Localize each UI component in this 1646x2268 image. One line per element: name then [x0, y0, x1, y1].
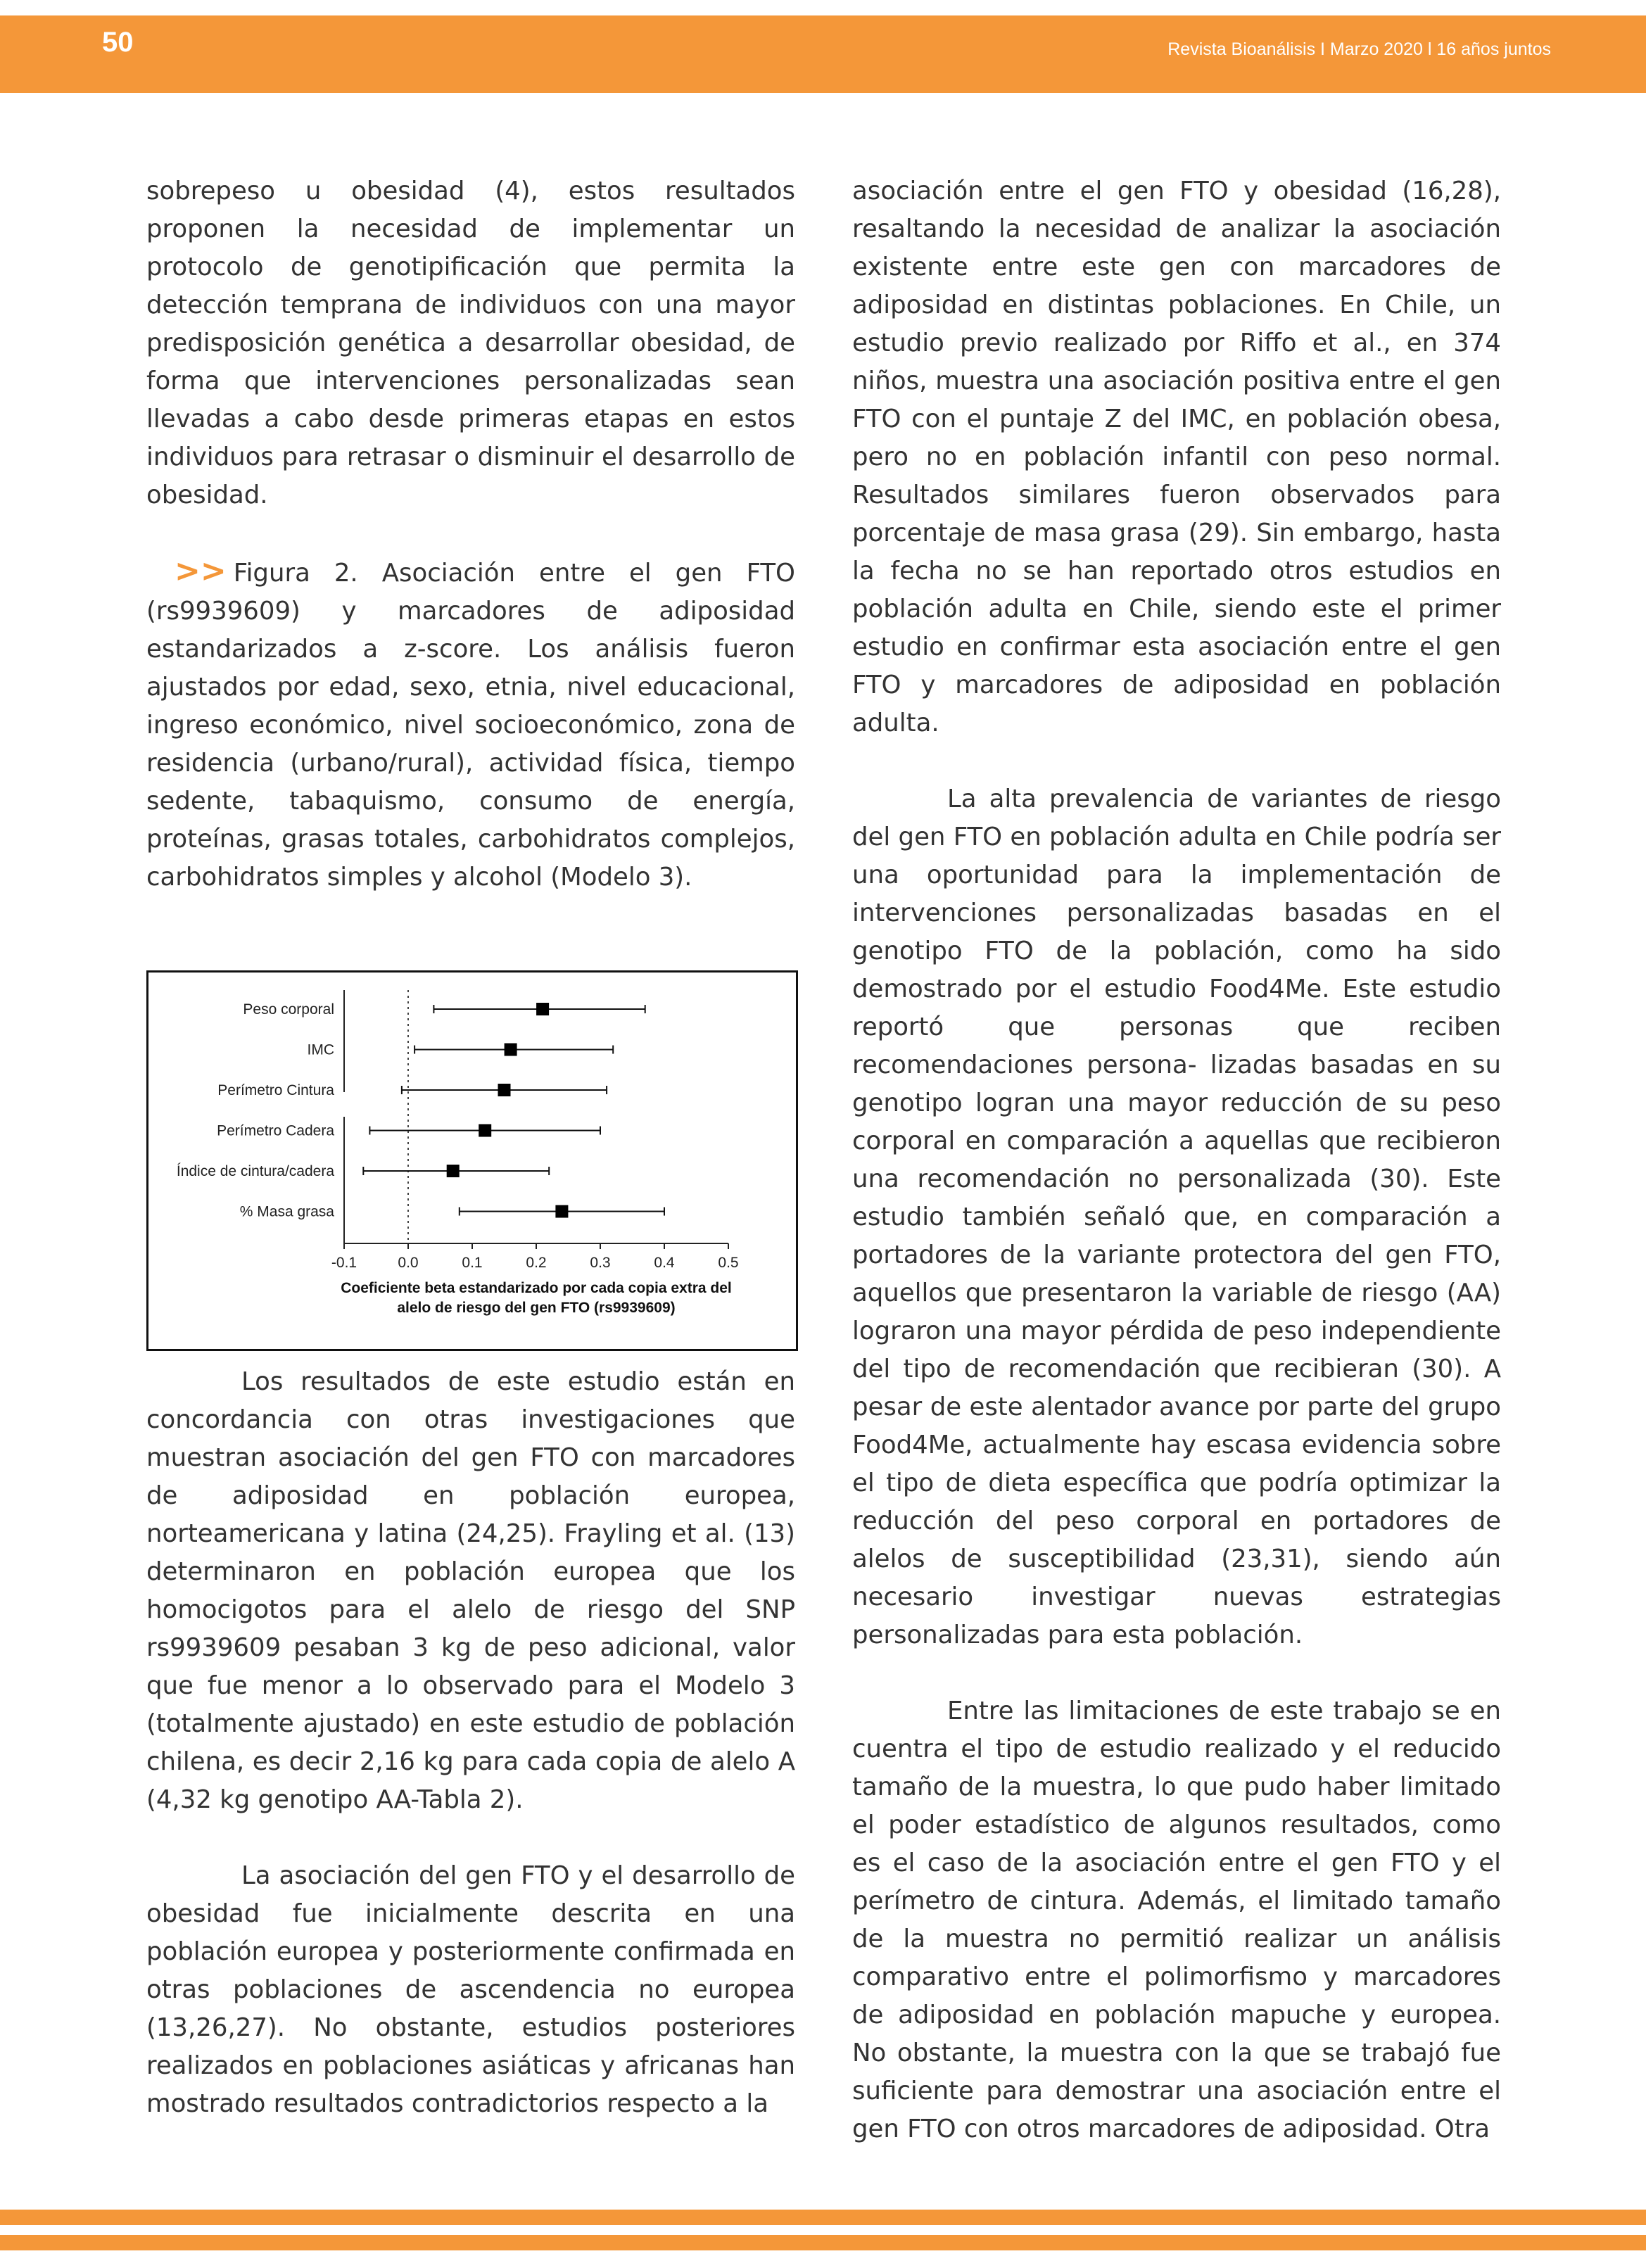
header-caption: Revista Bioanálisis I Marzo 2020 l 16 años juntos: [1167, 39, 1551, 59]
estimate-point: [555, 1205, 568, 1218]
paragraph: asociación entre el gen FTO y obesidad (16,28), resaltando la necesidad de analizar la asociación existente entre este gen con marcadores de adiposidad en distintas poblaciones. En Chile, un estudio previo realizado por Riffo et al., en 374 niños, muestra una asociación positiva entre el gen FTO con el puntaje Z del IMC, en población obesa, pero no en población infantil con peso normal. Resultados similares fueron observados para porcentaje de masa grasa (29). Sin embargo, hasta la fecha no se han reportado otros estudios en población adulta en Chile, siendo este el primer estudio en confirmar esta asociación entre el gen FTO y marcadores de adiposidad en población adulta.: [852, 177, 1501, 737]
estimate-point: [447, 1165, 460, 1177]
paragraph: La asociación del gen FTO y el desarrollo de obesidad fue inicialmente descrita en una población europea y posteriormente confirmada en otras poblaciones de ascendencia no europea (13,26,27). No obstante, estudios posteriores realizados en poblaciones asiáticas y africanas han mostrado resultados contradictorios respecto a la: [146, 1861, 795, 2118]
category-label: Perímetro Cadera: [217, 1122, 334, 1139]
x-axis-title-line2: alelo de riesgo del gen FTO (rs9939609): [397, 1300, 676, 1316]
x-tick-label: 0.0: [398, 1255, 419, 1271]
page-number: 50: [102, 27, 134, 58]
double-chevron-icon: >>: [175, 553, 227, 589]
category-label: Índice de cintura/cadera: [176, 1163, 334, 1179]
left-column: [146, 172, 795, 897]
x-tick-label: 0.2: [526, 1255, 547, 1271]
x-tick-label: 0.3: [590, 1255, 611, 1271]
forest-plot: [148, 973, 796, 1349]
figure-caption-text: Figura 2. Asociación entre el gen FTO (rs9939609) y marcadores de adiposidad estandarizados a z-score. Los análisis fueron ajustados por edad, sexo, etnia, nivel educacional, ingreso económico, nivel socioeconómico, zona de residencia (urbano/rural), actividad física, tiempo sedente, tabaquismo, consumo de energía, proteínas, grasas totales, carbohidratos complejos, carbohidratos simples y alcohol (Modelo 3).: [146, 559, 795, 892]
x-tick-label: 0.1: [462, 1255, 483, 1271]
footer-stripe: [0, 2235, 1646, 2250]
paragraph: Los resultados de este estudio están en concordancia con otras investigaciones que muestran asociación del gen FTO con marcadores de adiposidad en población europea, norteamericana y latina (24,25). Frayling et al. (13) determinaron en población europea que los homocigotos para el alelo de riesgo del SNP rs9939609 pesaban 3 kg de peso adicional, valor que fue menor a lo observado para el Modelo 3 (totalmente ajustado) en este estudio de población chilena, es decir 2,16 kg para cada copia de alelo A (4,32 kg genotipo AA-Tabla 2).: [146, 1367, 795, 1814]
paragraph: sobrepeso u obesidad (4), estos resultados proponen la necesidad de implementar un protocolo de genotipificación que permita la detección temprana de individuos con una mayor predisposición genética a desarrollar obesidad, de forma que intervenciones personalizadas sean llevadas a cabo desde primeras etapas en estos individuos para retrasar o disminuir el desarrollo de obesidad.: [146, 177, 795, 509]
paragraph: La alta prevalencia de variantes de riesgo del gen FTO en población adulta en Chile podría ser una oportunidad para la implementación de intervenciones personalizadas basadas en el genotipo FTO de la población, como ha sido demostrado por el estudio Food4Me. Este estudio reportó que personas que reciben recomendaciones persona- lizadas basadas en su genotipo logran una mayor reducción de su peso corporal en comparación a aquellas que recibieron una recomendación no personalizada (30). Este estudio también señaló que, en comparación a portadores de la variante protectora del gen FTO, aquellos que presentaron la variable de riesgo (AA) lograron una mayor pérdida de peso independiente del tipo de recomendación que recibieran (30). A pesar de este alentador avance por parte del grupo Food4Me, actualmente hay escasa evidencia sobre el tipo de dieta específica que podría optimizar la reducción del peso corporal en portadores de alelos de susceptibilidad (23,31), siendo aún necesario investigar nuevas estrategias personalizadas para esta población.: [852, 785, 1501, 1649]
paragraph: Entre las limitaciones de este trabajo se en cuentra el tipo de estudio realizado y el reducido tamaño de la muestra, lo que pudo haber limitado el poder estadístico de algunos resultados, como es el caso de la asociación entre el gen FTO y el perímetro de cintura. Además, el limitado tamaño de la muestra no permitió realizar un análisis comparativo entre el polimorfismo y marcadores de adiposidad en población mapuche y europea. No obstante, la muestra con la que se trabajó fue suficiente para demostrar una asociación entre el gen FTO con otros marcadores de adiposidad. Otra: [852, 1697, 1501, 2143]
estimate-point: [498, 1084, 511, 1096]
x-tick-label: 0.5: [718, 1255, 739, 1271]
forest-plot-figure: [146, 970, 798, 1351]
estimate-point: [479, 1125, 491, 1137]
x-tick-label: 0.4: [654, 1255, 675, 1271]
estimate-point: [505, 1044, 517, 1056]
right-column: [852, 172, 1501, 2148]
x-tick-label: -0.1: [331, 1255, 357, 1271]
category-label: IMC: [307, 1041, 334, 1058]
x-axis-title-line1: Coeficiente beta estandarizado por cada copia extra del: [341, 1280, 732, 1296]
left-column-continued: [146, 1363, 795, 2123]
category-label: Perímetro Cintura: [217, 1082, 334, 1098]
footer-stripe: [0, 2210, 1646, 2225]
category-label: Peso corporal: [243, 1001, 334, 1018]
figure-caption: [146, 552, 795, 897]
estimate-point: [536, 1003, 549, 1015]
category-label: % Masa grasa: [239, 1203, 334, 1220]
